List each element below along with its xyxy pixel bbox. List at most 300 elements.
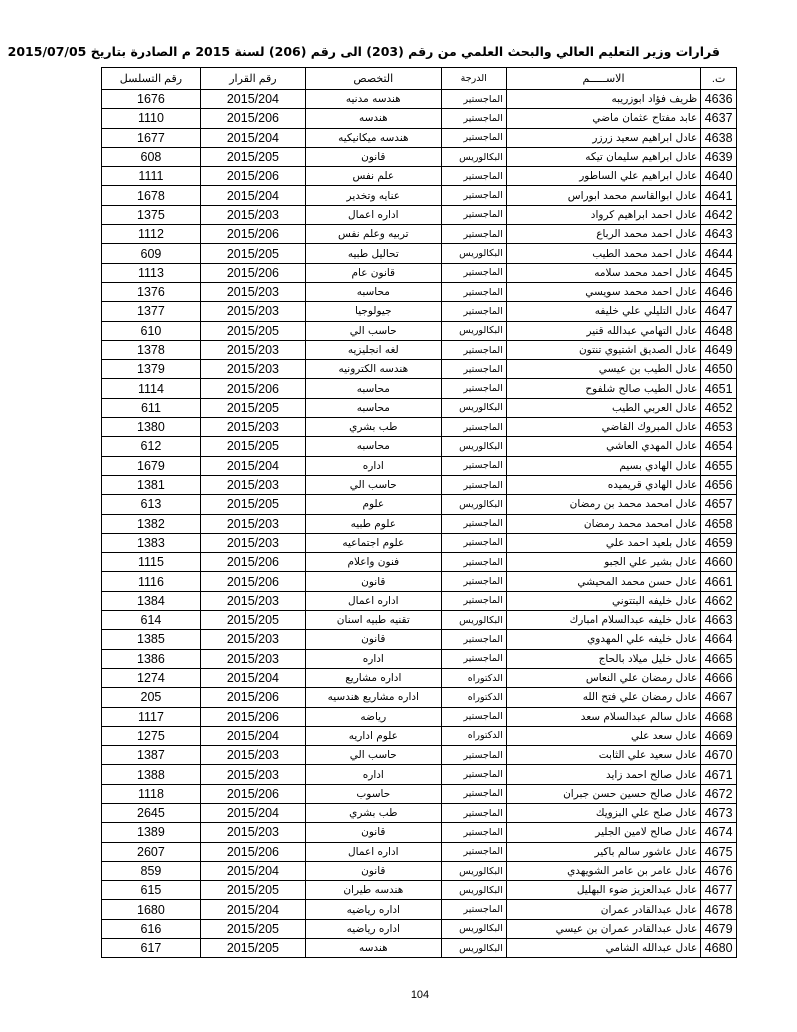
row-specialty: اداره مشاريع	[306, 668, 442, 687]
row-specialty: اداره اعمال	[306, 591, 442, 610]
row-name: عادل ابوالقاسم محمد ابوراس	[506, 186, 700, 205]
row-serial: 1275	[102, 726, 201, 745]
table-row	[102, 688, 737, 707]
row-number: 4664	[701, 630, 737, 649]
row-name: عادل عامر بن عامر الشويهدي	[506, 861, 700, 880]
row-name: عادل بلعيد احمد علي	[506, 533, 700, 552]
row-name: عادل سالم عبدالسلام سعد	[506, 707, 700, 726]
row-decision: 2015/203	[200, 533, 305, 552]
row-serial: 1388	[102, 765, 201, 784]
row-name: عادل خليفه علي المهدوي	[506, 630, 700, 649]
row-decision: 2015/206	[200, 572, 305, 591]
row-serial: 1377	[102, 302, 201, 321]
row-serial: 1677	[102, 128, 201, 147]
row-specialty: اداره	[306, 765, 442, 784]
row-decision: 2015/206	[200, 263, 305, 282]
table-row	[102, 225, 737, 244]
row-serial: 1386	[102, 649, 201, 668]
row-decision: 2015/206	[200, 707, 305, 726]
row-degree: البكالوريس	[441, 495, 506, 514]
row-serial: 1110	[102, 109, 201, 128]
row-number: 4674	[701, 823, 737, 842]
row-serial: 1378	[102, 340, 201, 359]
row-decision: 2015/204	[200, 186, 305, 205]
row-name: عادل عبدالعزيز ضوء البهليل	[506, 881, 700, 900]
table-row	[102, 746, 737, 765]
row-degree: الماجستير	[441, 128, 506, 147]
row-number: 4673	[701, 803, 737, 822]
row-degree: الماجستير	[441, 900, 506, 919]
row-specialty: اداره	[306, 649, 442, 668]
table-row	[102, 360, 737, 379]
row-degree: الماجستير	[441, 746, 506, 765]
row-specialty: علوم طبيه	[306, 514, 442, 533]
row-number: 4654	[701, 437, 737, 456]
row-specialty: علوم	[306, 495, 442, 514]
table-row	[102, 765, 737, 784]
table-row	[102, 514, 737, 533]
row-decision: 2015/203	[200, 649, 305, 668]
row-number: 4638	[701, 128, 737, 147]
row-decision: 2015/203	[200, 418, 305, 437]
header-serial: رقم التسلسل	[102, 68, 201, 90]
row-number: 4642	[701, 205, 737, 224]
row-decision: 2015/205	[200, 437, 305, 456]
table-row	[102, 572, 737, 591]
table-row	[102, 302, 737, 321]
row-specialty: محاسبه	[306, 437, 442, 456]
row-degree: البكالوريس	[441, 398, 506, 417]
row-degree: البكالوريس	[441, 611, 506, 630]
row-number: 4671	[701, 765, 737, 784]
row-specialty: طب بشري	[306, 803, 442, 822]
row-name: عادل عبدالقادر عمران بن عيسي	[506, 919, 700, 938]
row-degree: الماجستير	[441, 475, 506, 494]
row-number: 4650	[701, 360, 737, 379]
row-serial: 1680	[102, 900, 201, 919]
table-row	[102, 186, 737, 205]
row-number: 4679	[701, 919, 737, 938]
table-row	[102, 919, 737, 938]
row-specialty: اداره اعمال	[306, 205, 442, 224]
row-degree: الماجستير	[441, 263, 506, 282]
row-name: عادل الصديق اشتيوي تنتون	[506, 340, 700, 359]
row-decision: 2015/206	[200, 167, 305, 186]
row-decision: 2015/205	[200, 147, 305, 166]
table-row	[102, 842, 737, 861]
row-specialty: علم نفس	[306, 167, 442, 186]
row-degree: البكالوريس	[441, 939, 506, 958]
row-number: 4645	[701, 263, 737, 282]
row-number: 4661	[701, 572, 737, 591]
row-specialty: جيولوجيا	[306, 302, 442, 321]
row-name: عادل رمضان علي النعاس	[506, 668, 700, 687]
row-specialty: اداره اعمال	[306, 842, 442, 861]
row-degree: الماجستير	[441, 553, 506, 572]
row-degree: الماجستير	[441, 109, 506, 128]
row-number: 4668	[701, 707, 737, 726]
row-serial: 613	[102, 495, 201, 514]
row-serial: 1381	[102, 475, 201, 494]
row-name: عادل ابراهيم سعيد زرزر	[506, 128, 700, 147]
table-row	[102, 456, 737, 475]
row-name: عادل امحمد محمد رمضان	[506, 514, 700, 533]
table-row	[102, 109, 737, 128]
row-specialty: حاسب الي	[306, 321, 442, 340]
table-row	[102, 418, 737, 437]
table-row	[102, 533, 737, 552]
row-number: 4678	[701, 900, 737, 919]
row-serial: 1385	[102, 630, 201, 649]
row-name: عادل عبدالقادر عمران	[506, 900, 700, 919]
row-number: 4666	[701, 668, 737, 687]
row-decision: 2015/206	[200, 379, 305, 398]
row-name: عادل امحمد محمد بن رمضان	[506, 495, 700, 514]
row-degree: الماجستير	[441, 167, 506, 186]
row-decision: 2015/204	[200, 90, 305, 109]
table-row	[102, 282, 737, 301]
row-name: عادل التهامي عبدالله قنير	[506, 321, 700, 340]
row-serial: 1676	[102, 90, 201, 109]
row-name: عابد مفتاح عثمان ماضي	[506, 109, 700, 128]
row-specialty: حاسب الي	[306, 475, 442, 494]
row-decision: 2015/203	[200, 746, 305, 765]
row-serial: 1380	[102, 418, 201, 437]
row-decision: 2015/205	[200, 495, 305, 514]
row-decision: 2015/206	[200, 109, 305, 128]
row-degree: الماجستير	[441, 591, 506, 610]
row-serial: 2645	[102, 803, 201, 822]
row-specialty: محاسبه	[306, 282, 442, 301]
row-name: عادل احمد محمد الطيب	[506, 244, 700, 263]
row-number: 4672	[701, 784, 737, 803]
row-name: عادل بشير علي الجبو	[506, 553, 700, 572]
row-number: 4643	[701, 225, 737, 244]
row-specialty: قانون عام	[306, 263, 442, 282]
row-specialty: هندسه ميكانيكيه	[306, 128, 442, 147]
row-number: 4656	[701, 475, 737, 494]
row-specialty: طب بشري	[306, 418, 442, 437]
row-number: 4641	[701, 186, 737, 205]
row-number: 4675	[701, 842, 737, 861]
row-name: عادل عبدالله الشامي	[506, 939, 700, 958]
table-row	[102, 128, 737, 147]
row-specialty: اداره مشاريع هندسيه	[306, 688, 442, 707]
row-serial: 1117	[102, 707, 201, 726]
row-degree: البكالوريس	[441, 321, 506, 340]
row-degree: الماجستير	[441, 379, 506, 398]
row-name: عادل صالح حسين حسن جبران	[506, 784, 700, 803]
row-serial: 1383	[102, 533, 201, 552]
table-row	[102, 321, 737, 340]
row-specialty: هندسه طيران	[306, 881, 442, 900]
row-specialty: تقنيه طبيه اسنان	[306, 611, 442, 630]
row-name: عادل خليل ميلاد بالحاج	[506, 649, 700, 668]
row-number: 4648	[701, 321, 737, 340]
row-name: عادل صلح علي البزويك	[506, 803, 700, 822]
row-decision: 2015/203	[200, 302, 305, 321]
row-name: عادل احمد محمد سلامه	[506, 263, 700, 282]
row-number: 4665	[701, 649, 737, 668]
row-specialty: اداره رياضيه	[306, 900, 442, 919]
table-row	[102, 553, 737, 572]
row-serial: 612	[102, 437, 201, 456]
row-serial: 1115	[102, 553, 201, 572]
row-name: عادل احمد ابراهيم كرواد	[506, 205, 700, 224]
row-degree: الماجستير	[441, 302, 506, 321]
row-degree: الماجستير	[441, 360, 506, 379]
row-serial: 205	[102, 688, 201, 707]
row-specialty: علوم اجتماعيه	[306, 533, 442, 552]
row-degree: الماجستير	[441, 842, 506, 861]
row-specialty: هندسه	[306, 939, 442, 958]
row-decision: 2015/205	[200, 611, 305, 630]
row-serial: 1384	[102, 591, 201, 610]
row-name: عادل صالح احمد زايد	[506, 765, 700, 784]
row-name: عادل سعيد علي الثابت	[506, 746, 700, 765]
row-serial: 1382	[102, 514, 201, 533]
row-number: 4677	[701, 881, 737, 900]
row-number: 4663	[701, 611, 737, 630]
table-body	[102, 90, 737, 958]
row-name: عادل العربي الطيب	[506, 398, 700, 417]
row-number: 4644	[701, 244, 737, 263]
row-decision: 2015/206	[200, 784, 305, 803]
row-serial: 1387	[102, 746, 201, 765]
row-decision: 2015/203	[200, 205, 305, 224]
row-specialty: عنايه وتخدير	[306, 186, 442, 205]
page-number: 104	[410, 989, 430, 1001]
row-specialty: محاسبه	[306, 379, 442, 398]
row-name: عادل رمضان علي فتح الله	[506, 688, 700, 707]
row-degree: البكالوريس	[441, 244, 506, 263]
table-row	[102, 649, 737, 668]
table-row	[102, 340, 737, 359]
row-number: 4680	[701, 939, 737, 958]
row-degree: الماجستير	[441, 784, 506, 803]
table-row	[102, 495, 737, 514]
table-row	[102, 726, 737, 745]
row-number: 4660	[701, 553, 737, 572]
row-decision: 2015/203	[200, 823, 305, 842]
table-row	[102, 784, 737, 803]
row-number: 4659	[701, 533, 737, 552]
row-serial: 1118	[102, 784, 201, 803]
row-number: 4669	[701, 726, 737, 745]
row-number: 4655	[701, 456, 737, 475]
row-decision: 2015/204	[200, 456, 305, 475]
row-degree: الماجستير	[441, 225, 506, 244]
row-degree: الماجستير	[441, 630, 506, 649]
row-number: 4676	[701, 861, 737, 880]
row-specialty: قانون	[306, 147, 442, 166]
row-serial: 614	[102, 611, 201, 630]
row-serial: 1678	[102, 186, 201, 205]
row-degree: البكالوريس	[441, 861, 506, 880]
table-row	[102, 611, 737, 630]
row-number: 4647	[701, 302, 737, 321]
row-specialty: لغه انجليزيه	[306, 340, 442, 359]
row-decision: 2015/203	[200, 340, 305, 359]
row-degree: الدكتوراه	[441, 688, 506, 707]
row-degree: الماجستير	[441, 418, 506, 437]
row-serial: 615	[102, 881, 201, 900]
row-name: عادل ابراهيم سليمان تيكه	[506, 147, 700, 166]
row-serial: 1376	[102, 282, 201, 301]
row-degree: الماجستير	[441, 649, 506, 668]
row-number: 4646	[701, 282, 737, 301]
row-number: 4639	[701, 147, 737, 166]
row-number: 4657	[701, 495, 737, 514]
row-name: عادل صالح لامين الجلير	[506, 823, 700, 842]
row-decision: 2015/203	[200, 475, 305, 494]
row-decision: 2015/204	[200, 861, 305, 880]
row-decision: 2015/205	[200, 939, 305, 958]
row-decision: 2015/205	[200, 919, 305, 938]
row-decision: 2015/204	[200, 900, 305, 919]
row-serial: 611	[102, 398, 201, 417]
row-specialty: اداره رياضيه	[306, 919, 442, 938]
row-degree: الماجستير	[441, 572, 506, 591]
row-name: عادل الهادي بسيم	[506, 456, 700, 475]
row-decision: 2015/203	[200, 282, 305, 301]
records-table	[101, 67, 737, 958]
row-decision: 2015/206	[200, 553, 305, 572]
header-name: الاســـــم	[506, 68, 700, 90]
row-specialty: هندسه	[306, 109, 442, 128]
row-degree: الماجستير	[441, 823, 506, 842]
table-row	[102, 147, 737, 166]
row-number: 4651	[701, 379, 737, 398]
row-name: عادل الطيب بن عيسي	[506, 360, 700, 379]
header-specialty: التخصص	[306, 68, 442, 90]
row-decision: 2015/204	[200, 726, 305, 745]
table-row	[102, 205, 737, 224]
row-decision: 2015/203	[200, 514, 305, 533]
row-degree: البكالوريس	[441, 437, 506, 456]
row-serial: 1114	[102, 379, 201, 398]
row-degree: الماجستير	[441, 533, 506, 552]
row-decision: 2015/204	[200, 803, 305, 822]
row-number: 4670	[701, 746, 737, 765]
row-decision: 2015/205	[200, 321, 305, 340]
row-degree: الماجستير	[441, 205, 506, 224]
row-degree: الماجستير	[441, 707, 506, 726]
page-title: قرارات وزير التعليم العالي والبحث العلمي من رقم (203) الى رقم (206) لسنة 2015 م الصادرة بتاريخ 2015/07/05	[7, 44, 720, 59]
table-row	[102, 803, 737, 822]
row-decision: 2015/204	[200, 128, 305, 147]
row-serial: 1274	[102, 668, 201, 687]
row-specialty: قانون	[306, 630, 442, 649]
row-specialty: قانون	[306, 861, 442, 880]
table-row	[102, 939, 737, 958]
row-name: عادل خليفه البتتوني	[506, 591, 700, 610]
row-number: 4640	[701, 167, 737, 186]
row-number: 4653	[701, 418, 737, 437]
table-row	[102, 630, 737, 649]
row-specialty: هندسه الكترونيه	[306, 360, 442, 379]
row-degree: البكالوريس	[441, 919, 506, 938]
row-serial: 609	[102, 244, 201, 263]
table-row	[102, 900, 737, 919]
row-decision: 2015/203	[200, 765, 305, 784]
row-serial: 1111	[102, 167, 201, 186]
row-name: عادل سعد علي	[506, 726, 700, 745]
row-decision: 2015/206	[200, 688, 305, 707]
table-row	[102, 823, 737, 842]
table-row	[102, 90, 737, 109]
table-row	[102, 591, 737, 610]
row-number: 4652	[701, 398, 737, 417]
row-degree: الدكتوراه	[441, 668, 506, 687]
row-name: عادل احمد محمد الرباع	[506, 225, 700, 244]
row-specialty: محاسبه	[306, 398, 442, 417]
row-degree: البكالوريس	[441, 147, 506, 166]
row-degree: البكالوريس	[441, 881, 506, 900]
row-degree: الماجستير	[441, 803, 506, 822]
row-serial: 1116	[102, 572, 201, 591]
table-row	[102, 263, 737, 282]
row-serial: 859	[102, 861, 201, 880]
table-row	[102, 475, 737, 494]
row-number: 4636	[701, 90, 737, 109]
row-decision: 2015/203	[200, 360, 305, 379]
row-name: عادل المبروك القاضي	[506, 418, 700, 437]
row-serial: 1379	[102, 360, 201, 379]
row-decision: 2015/203	[200, 630, 305, 649]
row-name: عادل حسن محمد المحيشي	[506, 572, 700, 591]
row-name: عادل احمد محمد سويسي	[506, 282, 700, 301]
row-serial: 617	[102, 939, 201, 958]
row-serial: 1113	[102, 263, 201, 282]
table-row	[102, 881, 737, 900]
row-name: عادل خليفه عبدالسلام امبارك	[506, 611, 700, 630]
row-name: عادل المهدي العاشي	[506, 437, 700, 456]
row-number: 4658	[701, 514, 737, 533]
row-specialty: حاسب الي	[306, 746, 442, 765]
row-degree: الدكتوراه	[441, 726, 506, 745]
row-number: 4637	[701, 109, 737, 128]
row-number: 4662	[701, 591, 737, 610]
row-number: 4649	[701, 340, 737, 359]
table-header-row	[102, 68, 737, 90]
row-serial: 1375	[102, 205, 201, 224]
row-serial: 1389	[102, 823, 201, 842]
row-specialty: قانون	[306, 823, 442, 842]
row-name: عادل الهادي قريميده	[506, 475, 700, 494]
table-row	[102, 398, 737, 417]
row-degree: الماجستير	[441, 514, 506, 533]
row-specialty: اداره	[306, 456, 442, 475]
row-serial: 1679	[102, 456, 201, 475]
table-row	[102, 167, 737, 186]
row-decision: 2015/204	[200, 668, 305, 687]
row-specialty: علوم اداريه	[306, 726, 442, 745]
row-name: عادل الطيب صالح شلفوح	[506, 379, 700, 398]
table-row	[102, 861, 737, 880]
row-decision: 2015/205	[200, 881, 305, 900]
row-degree: الماجستير	[441, 282, 506, 301]
row-serial: 616	[102, 919, 201, 938]
row-degree: الماجستير	[441, 456, 506, 475]
row-serial: 610	[102, 321, 201, 340]
row-decision: 2015/206	[200, 842, 305, 861]
row-name: عادل التليلي علي خليفه	[506, 302, 700, 321]
row-specialty: فنون واعلام	[306, 553, 442, 572]
row-specialty: حاسوب	[306, 784, 442, 803]
row-degree: الماجستير	[441, 340, 506, 359]
row-serial: 2607	[102, 842, 201, 861]
